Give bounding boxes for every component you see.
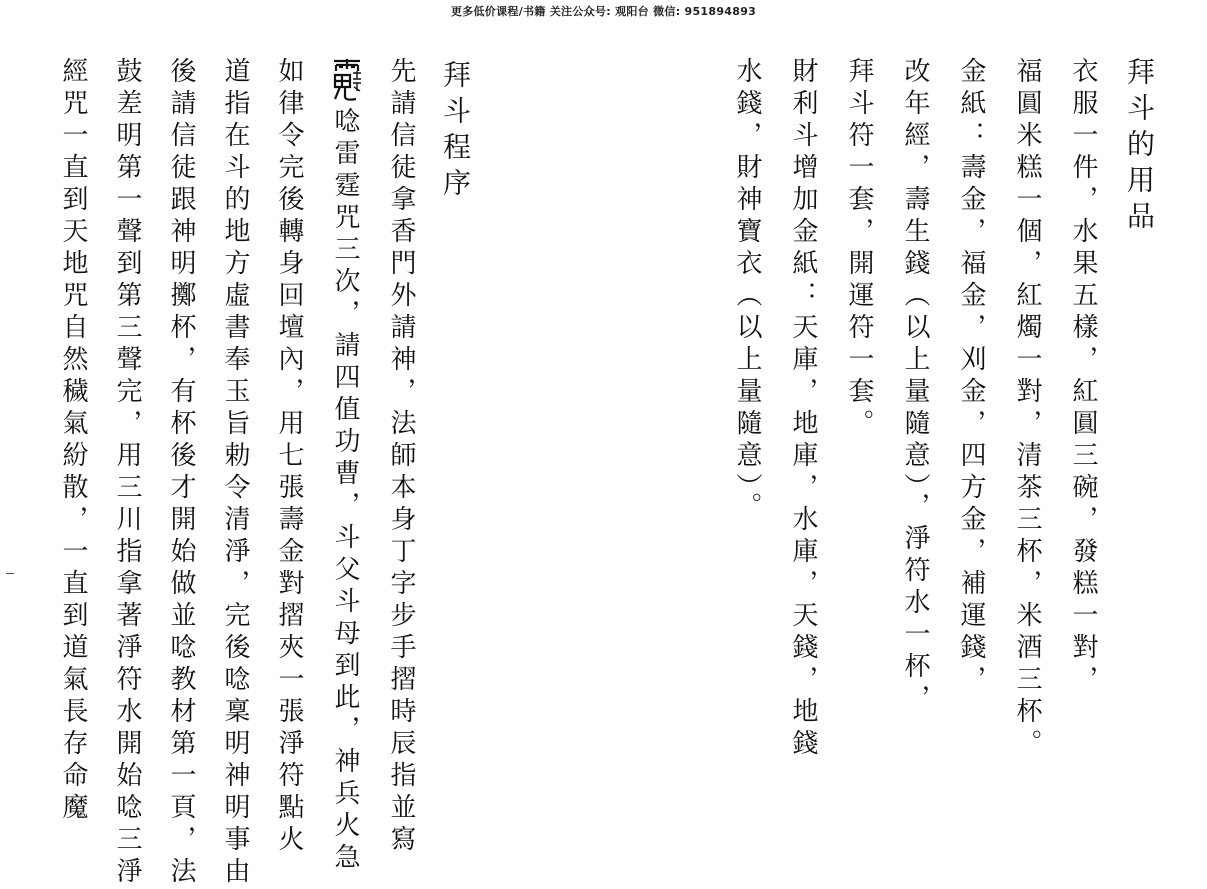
talisman-seal-icon — [330, 57, 364, 103]
procedure-line-7: 經咒一直到天地咒自然穢氣紛散，一直到道氣長存命魔 — [58, 57, 88, 825]
supplies-line-1: 衣服一件，水果五樣，紅圓三碗，發糕一對， — [1068, 57, 1098, 697]
supplies-line-6: 財利斗增加金紙：天庫，地庫，水庫，天錢，地錢 — [788, 57, 818, 761]
procedure-line-1: 先請信徒拿香門外請神，法師本身丁字步手摺時辰指並寫 — [386, 57, 416, 857]
procedure-line-4: 道指在斗的地方虛書奉玉旨勅令清淨，完後唸稟明神明事由 — [220, 57, 250, 889]
margin-mark — [6, 573, 14, 574]
section-title-procedure: 拜斗程序 — [439, 60, 472, 204]
supplies-line-3: 金紙：壽金，福金，刈金，四方金，補運錢， — [956, 57, 986, 697]
procedure-line-2: 唸雷霆咒三次，請四值功曹，斗父斗母到此，神兵火急 — [330, 107, 360, 875]
procedure-line-6: 鼓差明第一聲到第三聲完，用三川指拿著淨符水開始唸三淨 — [112, 57, 142, 889]
supplies-line-5: 拜斗符一套，開運符一套。 — [844, 57, 874, 441]
procedure-line-2-wrapper — [328, 57, 368, 875]
procedure-line-3: 如律令完後轉身回壇內，用七張壽金對摺夾一張淨符點火 — [274, 57, 304, 857]
procedure-line-5: 後請信徒跟神明擲杯，有杯後才開始做並唸教材第一頁，法 — [166, 57, 196, 889]
promo-header: 更多低价课程/书籍 关注公众号: 观阳台 微信: 951894893 — [450, 5, 757, 18]
supplies-line-7: 水錢，財神寶衣（以上量隨意）。 — [732, 57, 762, 524]
supplies-line-2: 福圓米糕一個，紅燭一對，清茶三杯，米酒三杯。 — [1012, 57, 1042, 761]
section-title-supplies: 拜斗的用品 — [1123, 57, 1156, 237]
supplies-line-4: 改年經，壽生錢（以上量隨意），淨符水一杯， — [900, 57, 930, 716]
